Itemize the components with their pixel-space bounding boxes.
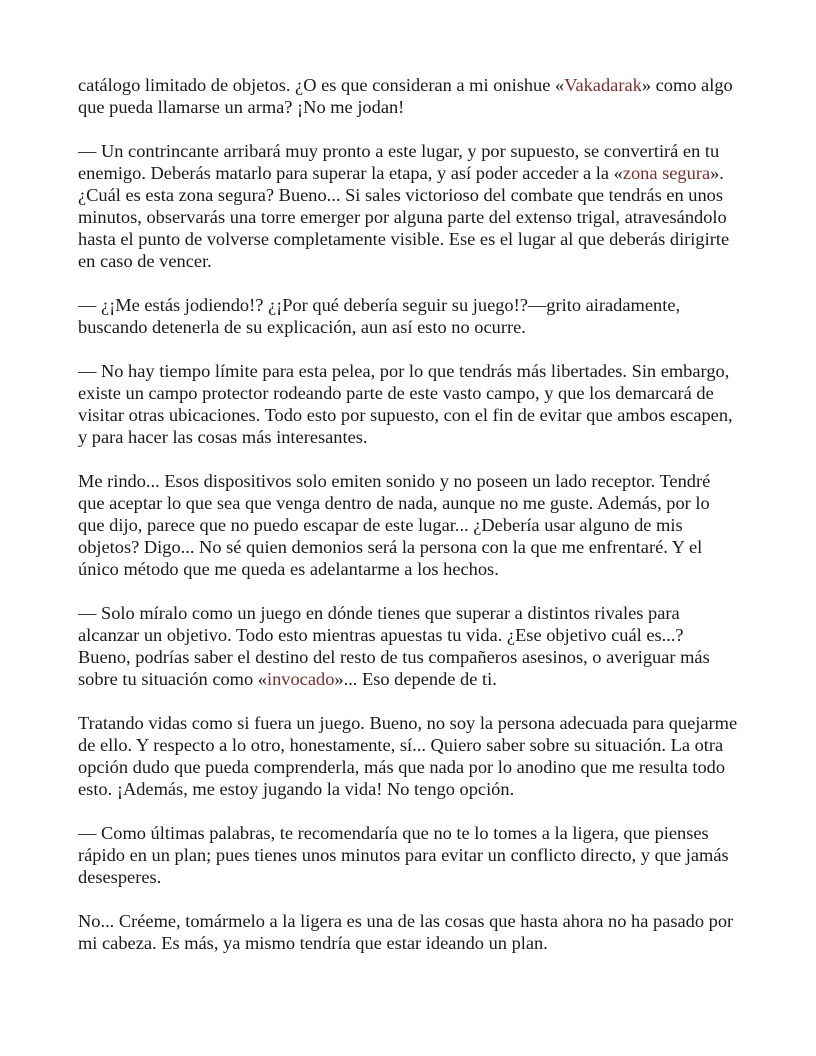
text-segment: ». ¿Cuál es esta zona segura? Bueno... Si sales victorioso del combate que tendrás en unos minutos, observarás una torre emerger por alguna parte del extenso trigal, atravesándolo hasta el punto de volverse completamente visible. Ese es el lugar al que deberás dirigirte en caso de vencer. xyxy=(78,163,730,271)
highlighted-term-vakadarak: Vakadarak xyxy=(564,75,642,95)
paragraph-7 xyxy=(78,712,740,800)
highlighted-term-invocado: invocado xyxy=(266,669,335,689)
text-segment: — No hay tiempo límite para esta pelea, por lo que tendrás más libertades. Sin embargo, existe un campo protector rodeando parte de este vasto campo, y que los demarcará de visitar otras ubicaciones. Todo esto por supuesto, con el fin de evitar que ambos escapen, y para hacer las cosas más interesantes. xyxy=(78,361,733,447)
document-page xyxy=(78,74,740,976)
text-segment: Tratando vidas como si fuera un juego. Bueno, no soy la persona adecuada para quejarme de ello. Y respecto a lo otro, honestamente, sí... Quiero saber sobre su situación. La otra opción dudo que pueda comprenderla, más que nada por lo anodino que me resulta todo esto. ¡Además, me estoy jugando la vida! No tengo opción. xyxy=(78,713,738,799)
text-segment: — Un contrincante arribará muy pronto a este lugar, y por supuesto, se convertirá en tu enemigo. Deberás matarlo para superar la etapa, y así poder acceder a la « xyxy=(78,141,720,183)
text-segment: catálogo limitado de objetos. ¿O es que consideran a mi onishue « xyxy=(78,75,565,95)
text-segment: » como algo que pueda llamarse un arma? ¡No me jodan! xyxy=(78,75,733,117)
paragraph-6 xyxy=(78,602,740,690)
paragraph-8 xyxy=(78,822,740,888)
paragraph-9 xyxy=(78,910,740,954)
paragraph-4 xyxy=(78,360,740,448)
paragraph-2 xyxy=(78,140,740,272)
text-segment: — ¿¡Me estás jodiendo!? ¿¡Por qué debería seguir su juego!?—grito airadamente, buscando detenerla de su explicación, aun así esto no ocurre. xyxy=(78,295,681,337)
highlighted-term-zona-segura: zona segura xyxy=(622,163,711,183)
text-segment: — Como últimas palabras, te recomendaría que no te lo tomes a la ligera, que pienses rápido en un plan; pues tienes unos minutos para evitar un conflicto directo, y que jamás desesperes. xyxy=(78,823,729,887)
text-segment: »... Eso depende de ti. xyxy=(334,669,497,689)
paragraph-5 xyxy=(78,470,740,580)
text-segment: — Solo míralo como un juego en dónde tienes que superar a distintos rivales para alcanzar un objetivo. Todo esto mientras apuestas tu vida. ¿Ese objetivo cuál es...? Bueno, podrías saber el destino del resto de tus compañeros asesinos, o averiguar más sobre tu situación como « xyxy=(78,603,710,689)
text-segment: No... Créeme, tomármelo a la ligera es una de las cosas que hasta ahora no ha pasado por mi cabeza. Es más, ya mismo tendría que estar ideando un plan. xyxy=(78,911,734,953)
paragraph-3 xyxy=(78,294,740,338)
paragraph-1 xyxy=(78,74,740,118)
text-segment: Me rindo... Esos dispositivos solo emiten sonido y no poseen un lado receptor. Tendré que aceptar lo que sea que venga dentro de nada, aunque no me guste. Además, por lo que dijo, parece que no puedo escapar de este lugar... ¿Debería usar alguno de mis objetos? Digo... No sé quien demonios será la persona con la que me enfrentaré. Y el único método que me queda es adelantarme a los hechos. xyxy=(78,471,711,579)
